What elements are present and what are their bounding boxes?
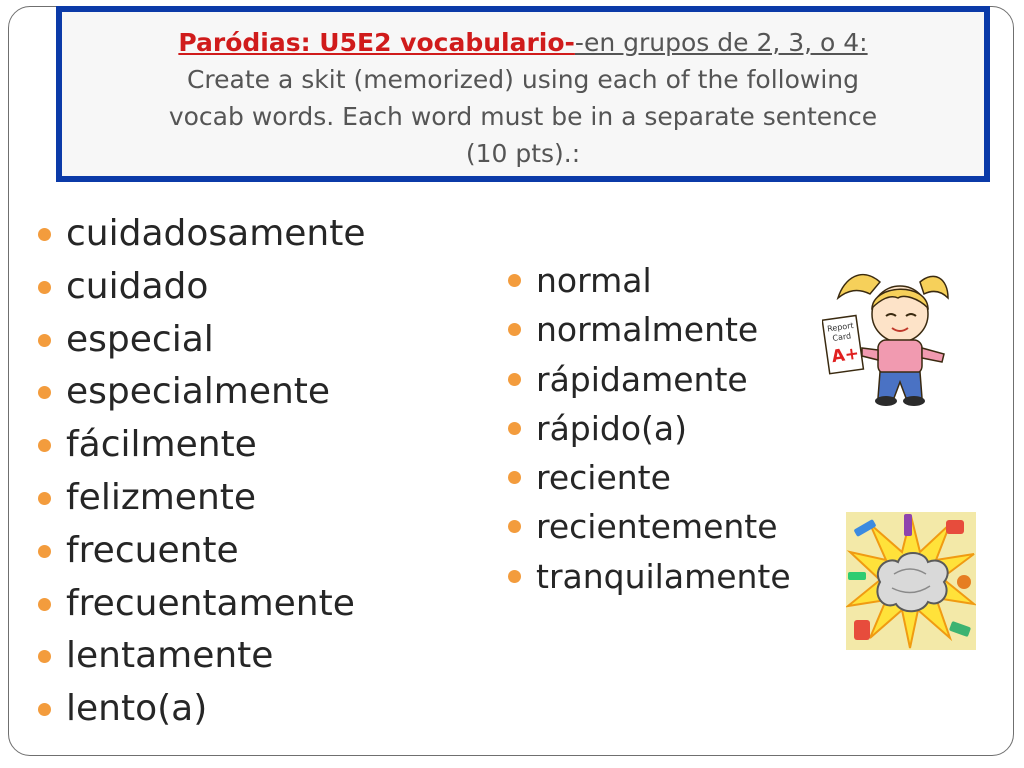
vocab-item: frecuentamente [36, 578, 366, 631]
vocab-list-right [506, 256, 791, 601]
vocab-item: cuidadosamente [36, 208, 366, 261]
vocab-item: rápidamente [506, 355, 791, 404]
vocab-item: especialmente [36, 366, 366, 419]
instruction-box [56, 6, 990, 182]
vocab-item: lento(a) [36, 683, 366, 736]
instruction-line-3: vocab words. Each word must be in a separate sentence [168, 102, 878, 131]
vocab-item: cuidado [36, 261, 366, 314]
instruction-title [62, 24, 984, 61]
instruction-line-4: (10 pts).: [465, 139, 581, 168]
cleaning-explosion-clipart [846, 512, 976, 650]
report-card-grade: A+ [830, 343, 861, 368]
vocab-item: reciente [506, 453, 791, 502]
vocab-item: recientemente [506, 502, 791, 551]
vocab-list-left [36, 208, 366, 736]
vocab-item: frecuente [36, 525, 366, 578]
instruction-line-2: Create a skit (memorized) using each of the following [186, 65, 860, 94]
vocab-item: rápido(a) [506, 404, 791, 453]
instruction-title-rest: -en grupos de 2, 3, o 4: [574, 28, 868, 57]
instruction-title-bold: Paródias: U5E2 vocabulario- [178, 28, 575, 57]
girl-report-card-clipart [822, 264, 952, 410]
vocab-item: tranquilamente [506, 552, 791, 601]
report-card-label-1: Report [826, 320, 855, 334]
vocab-item: lentamente [36, 630, 366, 683]
vocab-item: felizmente [36, 472, 366, 525]
vocab-item: especial [36, 314, 366, 367]
vocab-item: normalmente [506, 305, 791, 354]
report-card-label-2: Card [831, 331, 852, 343]
vocab-item: normal [506, 256, 791, 305]
vocab-item: fácilmente [36, 419, 366, 472]
